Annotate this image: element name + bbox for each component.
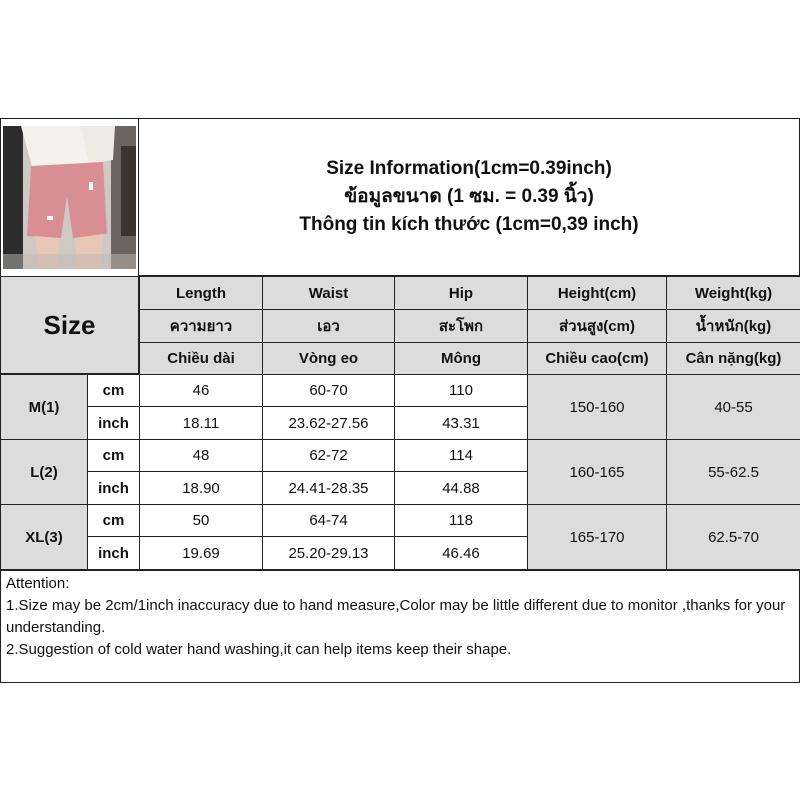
- length-inch: 18.90: [139, 471, 263, 505]
- note-1: 1.Size may be 2cm/1inch inaccuracy due to hand measure,Color may be little different due to monitor ,thanks for your understanding.: [6, 597, 786, 636]
- waist-cm: 62-72: [262, 439, 395, 472]
- waist-inch: 23.62-27.56: [262, 406, 395, 440]
- weight-range: 40-55: [666, 374, 800, 440]
- waist-inch: 25.20-29.13: [262, 536, 395, 570]
- header-hip-1: สะโพก: [394, 309, 528, 343]
- attention-notes: [0, 570, 800, 683]
- header-weight-0: Weight(kg): [666, 276, 800, 310]
- waist-inch: 24.41-28.35: [262, 471, 395, 505]
- size-label: M(1): [0, 374, 88, 440]
- hip-inch: 43.31: [394, 406, 528, 440]
- notes-title: Attention:: [6, 575, 70, 592]
- size-label: XL(3): [0, 504, 88, 570]
- length-inch: 18.11: [139, 406, 263, 440]
- hip-cm: 110: [394, 374, 528, 407]
- size-label: L(2): [0, 439, 88, 505]
- length-cm: 50: [139, 504, 263, 537]
- title-th: ข้อมูลขนาด (1 ซม. = 0.39 นิ้ว): [344, 186, 594, 207]
- length-inch: 19.69: [139, 536, 263, 570]
- hip-cm: 114: [394, 439, 528, 472]
- unit-cm: cm: [87, 374, 140, 407]
- header-waist-1: เอว: [262, 309, 395, 343]
- waist-cm: 64-74: [262, 504, 395, 537]
- header-hip-0: Hip: [394, 276, 528, 310]
- size-header: Size: [0, 276, 139, 374]
- title-en: Size Information(1cm=0.39inch): [326, 158, 612, 179]
- hip-inch: 46.46: [394, 536, 528, 570]
- height-range: 165-170: [527, 504, 667, 570]
- header-length-0: Length: [139, 276, 263, 310]
- height-range: 150-160: [527, 374, 667, 440]
- weight-range: 55-62.5: [666, 439, 800, 505]
- waist-cm: 60-70: [262, 374, 395, 407]
- header-height-1: ส่วนสูง(cm): [527, 309, 667, 343]
- hip-cm: 118: [394, 504, 528, 537]
- header-height-2: Chiều cao(cm): [527, 342, 667, 375]
- photo-frame: [0, 118, 139, 277]
- weight-range: 62.5-70: [666, 504, 800, 570]
- header-hip-2: Mông: [394, 342, 528, 375]
- header-length-2: Chiều dài: [139, 342, 263, 375]
- unit-inch: inch: [87, 471, 140, 505]
- title-vi: Thông tin kích thước (1cm=0,39 inch): [299, 214, 639, 235]
- unit-cm: cm: [87, 439, 140, 472]
- chart-title: [299, 155, 638, 239]
- unit-inch: inch: [87, 406, 140, 440]
- chart-title-cell: [138, 118, 800, 276]
- unit-cm: cm: [87, 504, 140, 537]
- note-2: 2.Suggestion of cold water hand washing,it can help items keep their shape.: [6, 641, 512, 658]
- length-cm: 48: [139, 439, 263, 472]
- height-range: 160-165: [527, 439, 667, 505]
- hip-inch: 44.88: [394, 471, 528, 505]
- length-cm: 46: [139, 374, 263, 407]
- unit-inch: inch: [87, 536, 140, 570]
- header-weight-1: น้ำหนัก(kg): [666, 309, 800, 343]
- header-length-1: ความยาว: [139, 309, 263, 343]
- header-waist-0: Waist: [262, 276, 395, 310]
- header-waist-2: Vòng eo: [262, 342, 395, 375]
- header-weight-2: Cân nặng(kg): [666, 342, 800, 375]
- header-height-0: Height(cm): [527, 276, 667, 310]
